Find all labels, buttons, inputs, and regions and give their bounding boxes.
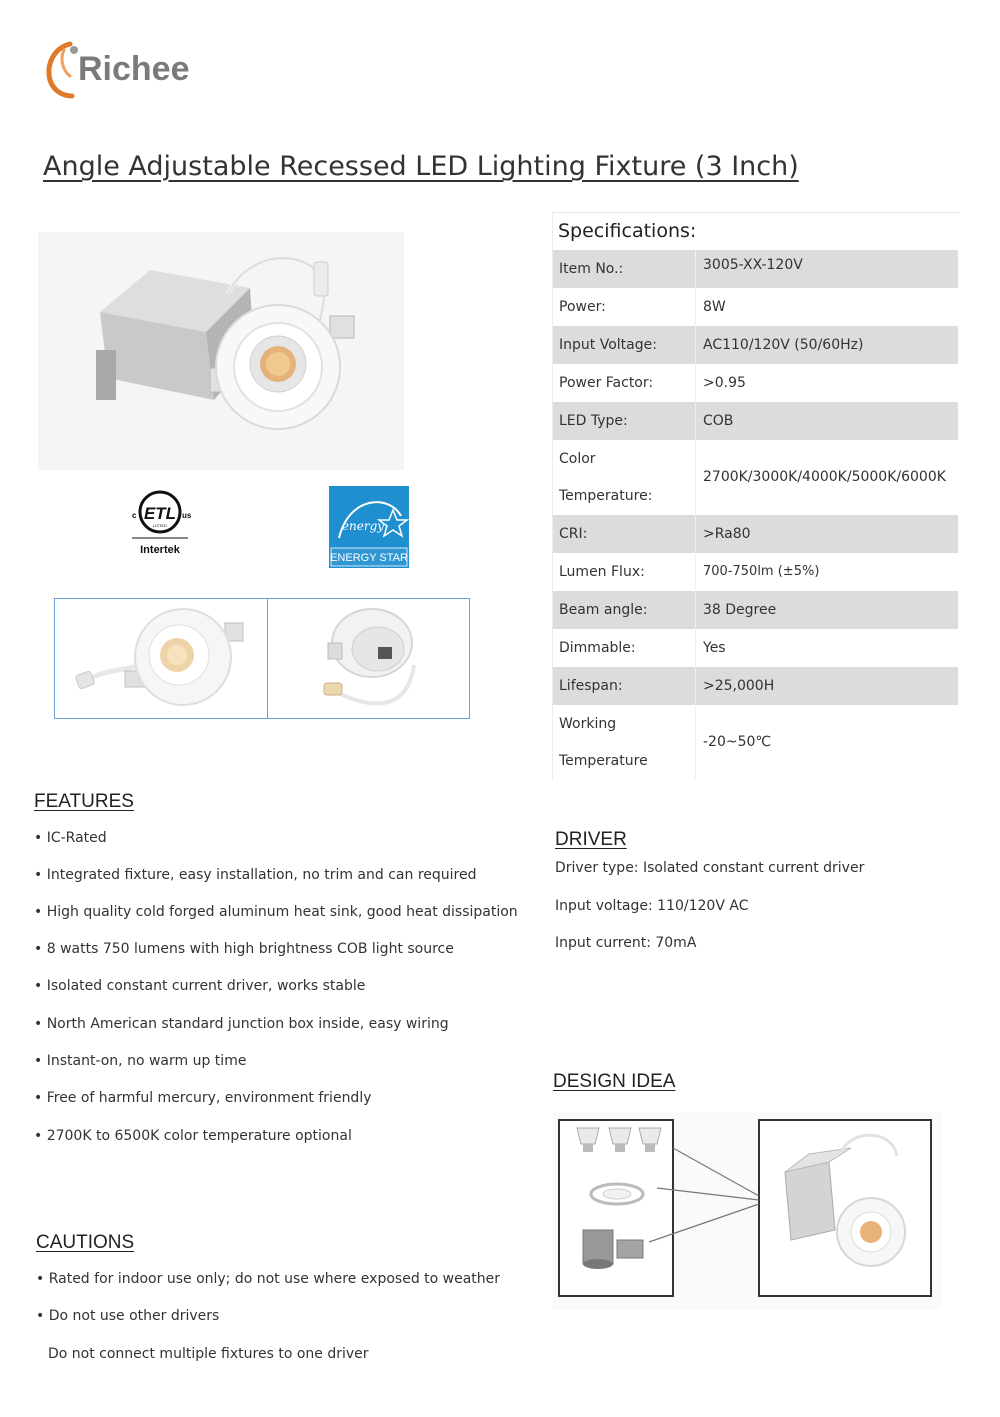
etl-listed-logo (120, 482, 200, 562)
etl-listed-text: LISTED (152, 523, 168, 528)
spec-label: Lumen Flux: (559, 564, 645, 580)
energy-star-label: ENERGY STAR (330, 552, 408, 564)
driver-heading: DRIVER (555, 829, 627, 850)
spec-row-power-factor (553, 364, 958, 402)
feature-item: • High quality cold forged aluminum heat sink, good heat dissipation (34, 904, 518, 920)
spec-label: Beam angle: (559, 602, 648, 618)
caution-item: • Rated for indoor use only; do not use where exposed to weather (36, 1271, 501, 1287)
spec-value: Yes (703, 640, 726, 656)
features-heading: FEATURES (34, 791, 134, 812)
feature-item: • IC-Rated (34, 830, 107, 846)
spec-label: Power: (559, 299, 606, 315)
spec-row-lifespan (553, 667, 958, 705)
spec-label: LED Type: (559, 413, 628, 429)
spec-label: Temperature: (559, 488, 653, 504)
spec-value: 38 Degree (703, 602, 777, 618)
spec-row-power (553, 288, 958, 326)
spec-label: Color (559, 451, 596, 467)
intertek-text: Intertek (140, 544, 180, 556)
spec-row-led-type (553, 402, 958, 440)
spec-label: CRI: (559, 526, 588, 542)
spec-label: Item No.: (559, 261, 624, 277)
brand-name: Richee (78, 50, 190, 88)
thumbnail-front-view (55, 599, 267, 718)
feature-item: • 2700K to 6500K color temperature optional (34, 1128, 352, 1144)
spec-value: 2700K/3000K/4000K/5000K/6000K (703, 469, 946, 485)
feature-item: • Free of harmful mercury, environment friendly (34, 1090, 372, 1106)
cautions-heading: CAUTIONS (36, 1232, 135, 1253)
design-idea-heading: DESIGN IDEA (553, 1071, 676, 1092)
spec-value: COB (703, 413, 734, 429)
spec-value: 700-750lm (±5%) (703, 564, 820, 579)
thumbnail-side-view (268, 599, 469, 718)
spec-label: Lifespan: (559, 678, 623, 694)
energy-script-text: energy (341, 519, 385, 533)
page-title: Angle Adjustable Recessed LED Lighting Fixture (3 Inch) (43, 151, 799, 182)
caution-item: • Do not use other drivers (36, 1308, 220, 1324)
spec-label: Working (559, 716, 617, 732)
spec-row-working-temperature (553, 705, 958, 780)
driver-line: Input voltage: 110/120V AC (555, 898, 749, 914)
spec-row-color-temperature (553, 440, 958, 515)
spec-value: 8W (703, 299, 726, 315)
spec-value: >Ra80 (703, 526, 751, 542)
etl-us-text: us (182, 511, 192, 520)
spec-row-lumen-flux (553, 553, 958, 591)
feature-item: • Isolated constant current driver, works stable (34, 978, 366, 994)
spec-value: >0.95 (703, 375, 746, 391)
spec-value: AC110/120V (50/60Hz) (703, 337, 864, 353)
driver-line: Input current: 70mA (555, 935, 697, 951)
spec-row-item-no (553, 250, 958, 288)
spec-label: Dimmable: (559, 640, 636, 656)
spec-label: Power Factor: (559, 375, 654, 391)
driver-line: Driver type: Isolated constant current driver (555, 860, 865, 876)
design-idea-illustration (553, 1112, 941, 1310)
spec-row-cri (553, 515, 958, 553)
specifications-heading: Specifications: (558, 220, 697, 242)
feature-item: • 8 watts 750 lumens with high brightness COB light source (34, 941, 454, 957)
energy-star-logo (329, 486, 409, 568)
feature-item: • North American standard junction box inside, easy wiring (34, 1016, 449, 1032)
specifications-table (553, 250, 958, 780)
spec-row-input-voltage (553, 326, 958, 364)
spec-label: Temperature (559, 753, 648, 769)
caution-item: Do not connect multiple fixtures to one driver (48, 1346, 369, 1362)
spec-label: Input Voltage: (559, 337, 657, 353)
spec-value: -20~50℃ (703, 734, 772, 750)
spec-value: 3005-XX-120V (703, 257, 803, 273)
etl-mark-text: ETL (143, 504, 177, 523)
spec-value: >25,000H (703, 678, 775, 694)
product-photo (38, 232, 404, 470)
feature-item: • Instant-on, no warm up time (34, 1053, 247, 1069)
feature-item: • Integrated fixture, easy installation, no trim and can required (34, 867, 477, 883)
spec-row-beam-angle (553, 591, 958, 629)
etl-c-text: c (132, 511, 137, 520)
spec-row-dimmable (553, 629, 958, 667)
